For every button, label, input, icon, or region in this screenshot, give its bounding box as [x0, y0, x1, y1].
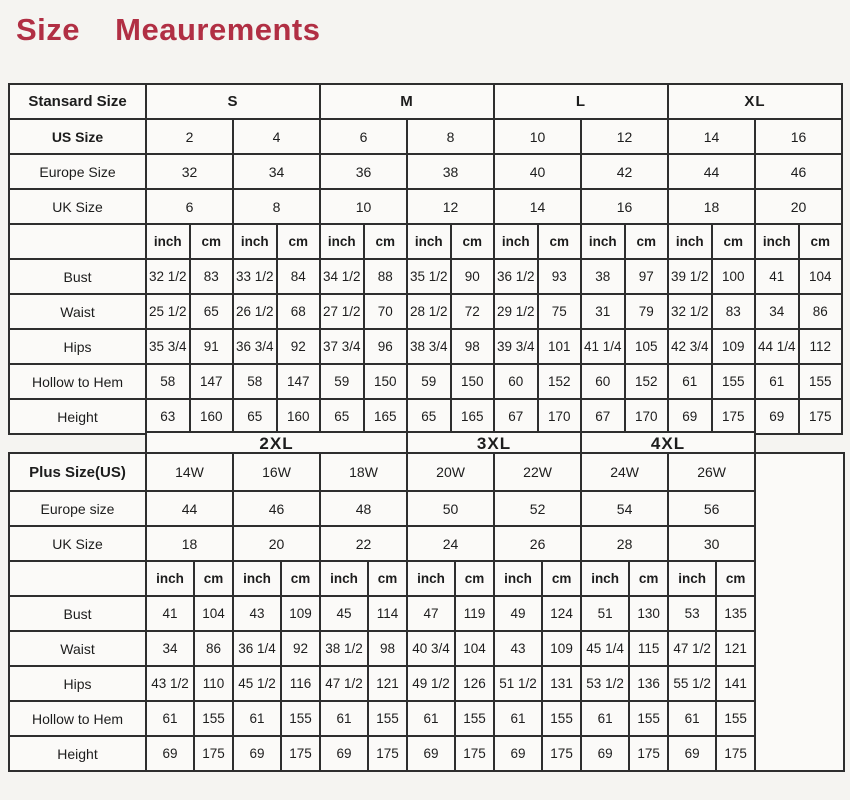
measurement-cell: 69 — [668, 736, 716, 771]
measurement-cell: 36 1/2 — [494, 259, 538, 294]
measurement-cell: 175 — [629, 736, 668, 771]
measurement-cell: 45 1/4 — [581, 631, 629, 666]
size-value-cell: 44 — [146, 491, 233, 526]
measurement-cell: 86 — [799, 294, 843, 329]
measurement-cell: 124 — [542, 596, 581, 631]
measurement-cell: 69 — [233, 736, 281, 771]
unit-header: cm — [281, 561, 320, 596]
size-value-cell: 18 — [668, 189, 755, 224]
measurement-cell: 38 — [581, 259, 625, 294]
measurement-cell: 61 — [146, 701, 194, 736]
unit-header: inch — [668, 561, 716, 596]
measurement-cell: 135 — [716, 596, 755, 631]
row-label: Bust — [9, 259, 146, 294]
measurement-cell: 25 1/2 — [146, 294, 190, 329]
measurement-cell: 126 — [455, 666, 494, 701]
measurement-cell: 109 — [712, 329, 756, 364]
size-value-cell: 46 — [233, 491, 320, 526]
measurement-cell: 45 1/2 — [233, 666, 281, 701]
measurement-cell: 86 — [194, 631, 233, 666]
unit-header: cm — [190, 224, 234, 259]
measurement-cell: 131 — [542, 666, 581, 701]
size-value-cell: 44 — [668, 154, 755, 189]
unit-header: cm — [799, 224, 843, 259]
measurement-cell: 59 — [407, 364, 451, 399]
measurement-cell: 34 1/2 — [320, 259, 364, 294]
size-value-cell: 10 — [494, 119, 581, 154]
measurement-cell: 109 — [542, 631, 581, 666]
measurement-cell: 130 — [629, 596, 668, 631]
measurement-cell: 121 — [716, 631, 755, 666]
measurement-cell: 35 1/2 — [407, 259, 451, 294]
measurement-cell: 170 — [538, 399, 582, 434]
measurement-cell: 51 1/2 — [494, 666, 542, 701]
measurement-cell: 65 — [407, 399, 451, 434]
measurement-cell: 175 — [455, 736, 494, 771]
size-value-cell: 26 — [494, 526, 581, 561]
size-value-cell: 4 — [233, 119, 320, 154]
measurement-cell: 39 1/2 — [668, 259, 712, 294]
unit-header: inch — [320, 224, 364, 259]
size-value-cell: 6 — [146, 189, 233, 224]
band-label: 4XL — [581, 432, 755, 455]
plus-size-header: 14W — [146, 453, 233, 491]
plus-size-header: 26W — [668, 453, 755, 491]
size-value-cell: 28 — [581, 526, 668, 561]
row-label: UK Size — [9, 526, 146, 561]
measurement-cell: 83 — [712, 294, 756, 329]
band-label: 3XL — [407, 432, 581, 455]
unit-header: cm — [451, 224, 495, 259]
size-value-cell: 48 — [320, 491, 407, 526]
size-value-cell: 6 — [320, 119, 407, 154]
unit-header: inch — [755, 224, 799, 259]
measurement-cell: 110 — [194, 666, 233, 701]
measurement-cell: 28 1/2 — [407, 294, 451, 329]
unit-header: inch — [581, 224, 625, 259]
measurement-cell: 43 — [494, 631, 542, 666]
row-label: Bust — [9, 596, 146, 631]
measurement-cell: 69 — [320, 736, 368, 771]
measurement-cell: 90 — [451, 259, 495, 294]
measurement-cell: 61 — [233, 701, 281, 736]
measurement-cell: 41 — [146, 596, 194, 631]
measurement-cell: 147 — [277, 364, 321, 399]
size-value-cell: 50 — [407, 491, 494, 526]
measurement-cell: 61 — [668, 701, 716, 736]
size-value-cell: 42 — [581, 154, 668, 189]
measurement-cell: 60 — [494, 364, 538, 399]
measurement-cell: 37 3/4 — [320, 329, 364, 364]
measurement-cell: 165 — [364, 399, 408, 434]
measurement-cell: 147 — [190, 364, 234, 399]
measurement-cell: 72 — [451, 294, 495, 329]
measurement-cell: 55 1/2 — [668, 666, 716, 701]
measurement-cell: 170 — [625, 399, 669, 434]
measurement-cell: 65 — [233, 399, 277, 434]
size-value-cell: 14 — [668, 119, 755, 154]
measurement-cell: 45 — [320, 596, 368, 631]
measurement-cell: 31 — [581, 294, 625, 329]
empty-cell — [9, 224, 146, 259]
empty-cell — [9, 561, 146, 596]
row-label: Height — [9, 736, 146, 771]
size-value-cell: 54 — [581, 491, 668, 526]
unit-header: inch — [407, 224, 451, 259]
size-value-cell: 16 — [581, 189, 668, 224]
measurement-cell: 152 — [625, 364, 669, 399]
band-label: 2XL — [146, 432, 407, 455]
measurement-cell: 35 3/4 — [146, 329, 190, 364]
measurement-cell: 67 — [494, 399, 538, 434]
measurement-cell: 51 — [581, 596, 629, 631]
size-value-cell: 12 — [407, 189, 494, 224]
measurement-cell: 65 — [320, 399, 364, 434]
empty-cell — [755, 453, 844, 771]
measurement-cell: 84 — [277, 259, 321, 294]
size-group-header: S — [146, 84, 320, 119]
measurement-cell: 61 — [407, 701, 455, 736]
unit-header: inch — [407, 561, 455, 596]
measurement-cell: 109 — [281, 596, 320, 631]
measurement-cell: 104 — [455, 631, 494, 666]
measurement-cell: 155 — [716, 701, 755, 736]
unit-header: inch — [581, 561, 629, 596]
measurement-cell: 44 1/4 — [755, 329, 799, 364]
size-value-cell: 46 — [755, 154, 842, 189]
measurement-cell: 32 1/2 — [146, 259, 190, 294]
measurement-cell: 155 — [455, 701, 494, 736]
measurement-cell: 69 — [581, 736, 629, 771]
size-value-cell: 14 — [494, 189, 581, 224]
measurement-cell: 116 — [281, 666, 320, 701]
unit-header: inch — [494, 224, 538, 259]
row-label: Hollow to Hem — [9, 701, 146, 736]
unit-header: cm — [277, 224, 321, 259]
measurement-cell: 175 — [281, 736, 320, 771]
measurement-cell: 88 — [364, 259, 408, 294]
measurement-cell: 38 1/2 — [320, 631, 368, 666]
measurement-cell: 36 3/4 — [233, 329, 277, 364]
row-label: Europe Size — [9, 154, 146, 189]
unit-header: cm — [194, 561, 233, 596]
size-value-cell: 20 — [755, 189, 842, 224]
size-value-cell: 18 — [146, 526, 233, 561]
row-label: Waist — [9, 294, 146, 329]
size-value-cell: 30 — [668, 526, 755, 561]
measurement-cell: 155 — [368, 701, 407, 736]
size-value-cell: 20 — [233, 526, 320, 561]
measurement-cell: 175 — [194, 736, 233, 771]
measurement-cell: 61 — [320, 701, 368, 736]
measurement-cell: 34 — [755, 294, 799, 329]
size-value-cell: 10 — [320, 189, 407, 224]
measurement-cell: 155 — [799, 364, 843, 399]
size-value-cell: 24 — [407, 526, 494, 561]
measurement-cell: 47 — [407, 596, 455, 631]
measurement-cell: 43 1/2 — [146, 666, 194, 701]
measurement-cell: 49 1/2 — [407, 666, 455, 701]
size-value-cell: 2 — [146, 119, 233, 154]
row-label: Waist — [9, 631, 146, 666]
measurement-cell: 70 — [364, 294, 408, 329]
size-group-header: XL — [668, 84, 842, 119]
unit-header: cm — [625, 224, 669, 259]
corner-label: Stansard Size — [9, 84, 146, 119]
row-label: Hips — [9, 329, 146, 364]
unit-header: inch — [668, 224, 712, 259]
size-group-header: L — [494, 84, 668, 119]
page-title: Size Meaurements — [16, 12, 321, 47]
row-label: UK Size — [9, 189, 146, 224]
measurement-cell: 121 — [368, 666, 407, 701]
measurement-cell: 155 — [281, 701, 320, 736]
measurement-cell: 115 — [629, 631, 668, 666]
measurement-cell: 114 — [368, 596, 407, 631]
unit-header: cm — [716, 561, 755, 596]
size-value-cell: 22 — [320, 526, 407, 561]
unit-header: cm — [368, 561, 407, 596]
measurement-cell: 155 — [194, 701, 233, 736]
row-label: US Size — [9, 119, 146, 154]
measurement-cell: 97 — [625, 259, 669, 294]
measurement-cell: 96 — [364, 329, 408, 364]
measurement-cell: 83 — [190, 259, 234, 294]
measurement-cell: 91 — [190, 329, 234, 364]
measurement-cell: 175 — [712, 399, 756, 434]
measurement-cell: 47 1/2 — [668, 631, 716, 666]
size-group-header: M — [320, 84, 494, 119]
size-value-cell: 38 — [407, 154, 494, 189]
measurement-cell: 27 1/2 — [320, 294, 364, 329]
measurement-cell: 41 — [755, 259, 799, 294]
plus-size-header: 18W — [320, 453, 407, 491]
size-value-cell: 8 — [233, 189, 320, 224]
measurement-cell: 155 — [712, 364, 756, 399]
row-label: Height — [9, 399, 146, 434]
measurement-cell: 69 — [494, 736, 542, 771]
measurement-cell: 61 — [755, 364, 799, 399]
measurement-cell: 58 — [146, 364, 190, 399]
unit-header: cm — [455, 561, 494, 596]
measurement-cell: 36 1/4 — [233, 631, 281, 666]
measurement-cell: 98 — [451, 329, 495, 364]
measurement-cell: 47 1/2 — [320, 666, 368, 701]
unit-header: cm — [629, 561, 668, 596]
size-value-cell: 16 — [755, 119, 842, 154]
measurement-cell: 155 — [542, 701, 581, 736]
measurement-cell: 165 — [451, 399, 495, 434]
measurement-cell: 58 — [233, 364, 277, 399]
size-value-cell: 56 — [668, 491, 755, 526]
measurement-cell: 63 — [146, 399, 190, 434]
measurement-cell: 75 — [538, 294, 582, 329]
measurement-cell: 39 3/4 — [494, 329, 538, 364]
size-value-cell: 8 — [407, 119, 494, 154]
measurement-cell: 150 — [451, 364, 495, 399]
measurement-cell: 160 — [190, 399, 234, 434]
measurement-cell: 136 — [629, 666, 668, 701]
measurement-cell: 104 — [799, 259, 843, 294]
measurement-cell: 41 1/4 — [581, 329, 625, 364]
size-value-cell: 52 — [494, 491, 581, 526]
measurement-cell: 175 — [368, 736, 407, 771]
measurement-cell: 40 3/4 — [407, 631, 455, 666]
measurement-cell: 141 — [716, 666, 755, 701]
row-label: Europe size — [9, 491, 146, 526]
standard-size-table — [8, 83, 843, 435]
measurement-cell: 119 — [455, 596, 494, 631]
measurement-cell: 93 — [538, 259, 582, 294]
measurement-cell: 67 — [581, 399, 625, 434]
unit-header: inch — [146, 561, 194, 596]
measurement-cell: 60 — [581, 364, 625, 399]
measurement-cell: 59 — [320, 364, 364, 399]
measurement-cell: 33 1/2 — [233, 259, 277, 294]
unit-header: cm — [712, 224, 756, 259]
measurement-cell: 61 — [494, 701, 542, 736]
plus-size-header: 24W — [581, 453, 668, 491]
measurement-cell: 101 — [538, 329, 582, 364]
measurement-cell: 49 — [494, 596, 542, 631]
measurement-cell: 98 — [368, 631, 407, 666]
measurement-cell: 43 — [233, 596, 281, 631]
measurement-cell: 152 — [538, 364, 582, 399]
row-label: Hollow to Hem — [9, 364, 146, 399]
measurement-cell: 112 — [799, 329, 843, 364]
plus-size-header: 20W — [407, 453, 494, 491]
measurement-cell: 100 — [712, 259, 756, 294]
plus-size-header: 22W — [494, 453, 581, 491]
size-value-cell: 32 — [146, 154, 233, 189]
size-value-cell: 34 — [233, 154, 320, 189]
measurement-cell: 53 — [668, 596, 716, 631]
measurement-cell: 69 — [668, 399, 712, 434]
measurement-cell: 105 — [625, 329, 669, 364]
measurement-cell: 42 3/4 — [668, 329, 712, 364]
plus-size-table — [8, 452, 845, 772]
measurement-cell: 61 — [581, 701, 629, 736]
measurement-cell: 69 — [407, 736, 455, 771]
measurement-cell: 175 — [542, 736, 581, 771]
measurement-cell: 79 — [625, 294, 669, 329]
corner-label: Plus Size(US) — [9, 453, 146, 491]
unit-header: inch — [320, 561, 368, 596]
unit-header: cm — [538, 224, 582, 259]
measurement-cell: 68 — [277, 294, 321, 329]
unit-header: inch — [233, 561, 281, 596]
unit-header: inch — [146, 224, 190, 259]
measurement-cell: 34 — [146, 631, 194, 666]
measurement-cell: 32 1/2 — [668, 294, 712, 329]
unit-header: inch — [494, 561, 542, 596]
measurement-cell: 175 — [799, 399, 843, 434]
unit-header: cm — [542, 561, 581, 596]
measurement-cell: 69 — [146, 736, 194, 771]
measurement-cell: 65 — [190, 294, 234, 329]
measurement-cell: 104 — [194, 596, 233, 631]
size-value-cell: 12 — [581, 119, 668, 154]
measurement-cell: 92 — [281, 631, 320, 666]
measurement-cell: 69 — [755, 399, 799, 434]
measurement-cell: 53 1/2 — [581, 666, 629, 701]
unit-header: cm — [364, 224, 408, 259]
measurement-cell: 61 — [668, 364, 712, 399]
measurement-cell: 92 — [277, 329, 321, 364]
measurement-cell: 155 — [629, 701, 668, 736]
size-value-cell: 40 — [494, 154, 581, 189]
unit-header: inch — [233, 224, 277, 259]
measurement-cell: 150 — [364, 364, 408, 399]
measurement-cell: 29 1/2 — [494, 294, 538, 329]
measurement-cell: 175 — [716, 736, 755, 771]
plus-size-header: 16W — [233, 453, 320, 491]
measurement-cell: 38 3/4 — [407, 329, 451, 364]
row-label: Hips — [9, 666, 146, 701]
measurement-cell: 160 — [277, 399, 321, 434]
size-value-cell: 36 — [320, 154, 407, 189]
measurement-cell: 26 1/2 — [233, 294, 277, 329]
